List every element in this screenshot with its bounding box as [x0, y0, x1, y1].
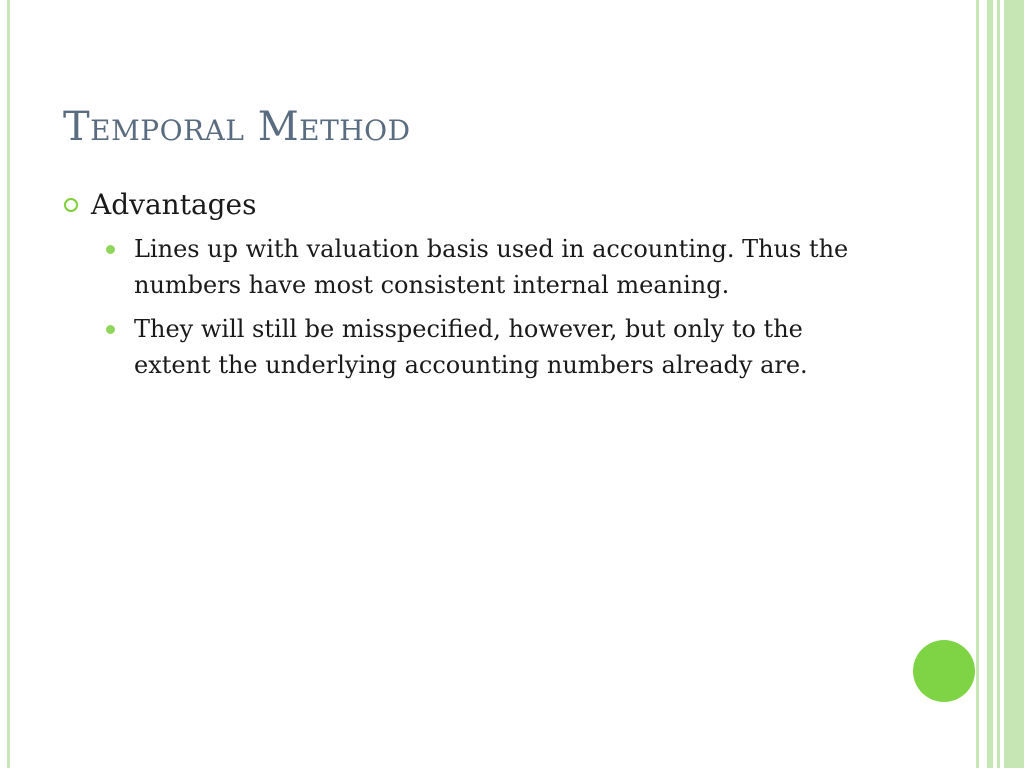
sub-bullet-text: They will still be misspecified, however, but only to the extent the underlying accounting numbers already are. [134, 315, 808, 379]
sub-bullet-item [104, 231, 882, 303]
left-border-rule [7, 0, 10, 768]
stripe [1004, 0, 1024, 768]
dot-bullet-icon [106, 325, 115, 334]
sub-bullet-item [104, 311, 882, 383]
stripe [987, 0, 993, 768]
bullet-level1-text: Advantages [91, 188, 257, 221]
ring-bullet-icon [64, 198, 78, 212]
stripe [976, 0, 979, 768]
right-decorative-stripes [976, 0, 1024, 768]
decorative-circle [913, 640, 975, 702]
dot-bullet-icon [106, 245, 115, 254]
stripe [997, 0, 1000, 768]
bullet-level1 [62, 188, 882, 221]
slide-content [62, 188, 882, 391]
sub-bullet-list [62, 231, 882, 383]
sub-bullet-text: Lines up with valuation basis used in accounting. Thus the numbers have most consistent internal meaning. [134, 235, 849, 299]
slide-title: Temporal Method [63, 104, 411, 150]
